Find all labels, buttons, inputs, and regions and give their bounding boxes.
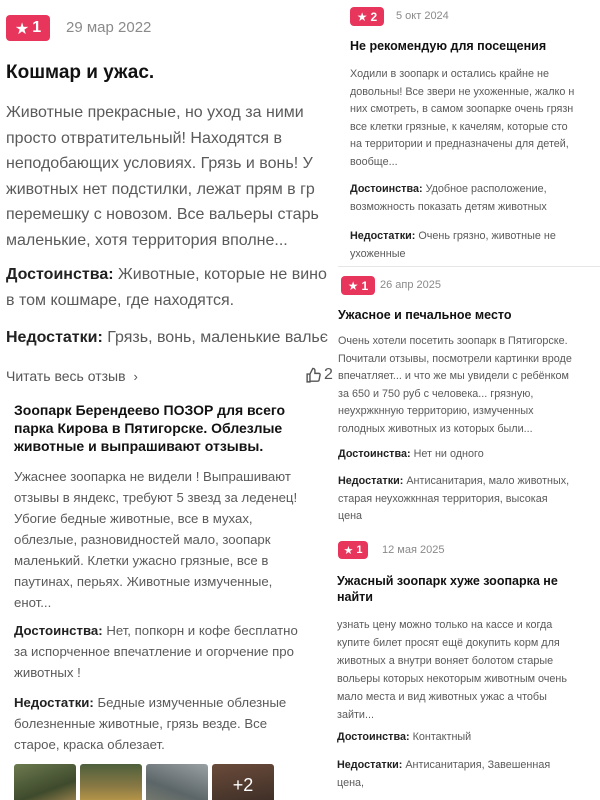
review-photo[interactable] <box>14 764 76 800</box>
more-photos-button[interactable]: +2 <box>212 764 274 800</box>
divider <box>338 266 600 267</box>
review-date: 5 окт 2024 <box>396 10 449 22</box>
review-title: Ужасное и печальное место <box>338 308 512 322</box>
review-card-2 <box>0 398 330 800</box>
review-photo[interactable] <box>146 764 208 800</box>
chevron-right-icon: › <box>133 368 138 384</box>
review-title: Зоопарк Берендеево ПОЗОР для всего парка Кирова в Пятигорске. Облезлые животные и выпрашивают отзывы. <box>14 402 286 454</box>
review-card-5 <box>330 530 600 800</box>
review-cons: Недостатки: Антисанитария, мало животных, старая неухожкнная территория, высокая цена <box>338 475 570 522</box>
review-title: Кошмар и ужас. <box>6 62 155 83</box>
review-pros: Достоинства: Нет ни одного <box>338 448 484 460</box>
review-photos <box>14 764 274 800</box>
review-date: 12 мая 2025 <box>382 544 445 556</box>
review-body: Ужаснее зоопарка не видели ! Выпрашивают отзывы в яндекс, требуют 5 звезд за леденец! Убогие бедные животные, все в мухах, облезлые, разновидностей мало, зоопарк маленький. Клетки ужасно грязные, все в паутинах, перьях. Животные измученные, енот... <box>14 469 298 610</box>
review-cons: Недостатки: Антисанитария, Завешенная цена, <box>337 759 551 789</box>
rating-badge: ★ 2 <box>350 7 384 26</box>
review-body: узнать цену можно только на кассе и когда купите билет просят ещё докупить корм для животных а внутри воняет болотом старые вольеры которых некоторым животным очень мало места и вид животных ужас а чтобы зайти... <box>337 619 567 721</box>
review-body: Ходили в зоопарк и остались крайне не довольны! Все звери не ухоженные, жалко н них смотреть, в самом зоопарке очень грязн все клетки грязные, к качелям, которые сто на территории и предназначены для детей, вообще... <box>350 68 575 168</box>
rating-badge: ★ 1 <box>6 15 50 41</box>
review-cons: Недостатки: Очень грязно, животные не ухоженные <box>350 230 556 260</box>
review-photo[interactable] <box>80 764 142 800</box>
review-body: Животные прекрасные, но уход за ними просто отвратительный! Находятся в неподобающих условиях. Грязь и вонь! У животных нет подстилки, лежат прям в гр перемешку с новозом. Все вальеры старь маленькие, хотя территория вполне... <box>6 104 319 249</box>
review-title: Не рекомендую для посещения <box>350 39 547 53</box>
thumbs-up-icon <box>305 367 322 384</box>
star-icon: ★ <box>14 18 30 38</box>
like-button[interactable]: 2 <box>305 366 333 384</box>
review-pros: Достоинства: Удобное расположение, возможность показать детям животных <box>350 183 547 213</box>
read-more-link[interactable]: Читать весь отзыв › <box>6 368 138 384</box>
rating-badge: ★ 1 <box>341 276 375 295</box>
review-pros: Достоинства: Животные, которые не вино в том кошмаре, где находятся. <box>6 266 327 309</box>
review-date: 29 мар 2022 <box>66 19 152 36</box>
review-title: Ужасный зоопарк хуже зоопарка не найти <box>337 574 558 604</box>
review-body: Очень хотели посетить зоопарк в Пятигорске. Почитали отзывы, посмотрели картинки вроде впечатляет... и что же мы увидели с ребёнком за 650 и 750 руб с человека... грязную, неухржкнную территорию, измученных голодных животных из которых были... <box>338 335 572 435</box>
review-pros: Достоинства: Контактный <box>337 731 472 743</box>
review-cons: Недостатки: Грязь, вонь, маленькие вальє <box>6 329 328 346</box>
review-card-1 <box>0 0 338 398</box>
review-date: 26 апр 2025 <box>380 279 442 291</box>
review-card-3 <box>338 0 600 268</box>
star-icon: ★ <box>347 278 359 293</box>
review-pros: Достоинства: Нет, попкорн и кофе бесплатно за испорченное впечатление и огорчение про животных ! <box>14 623 298 680</box>
review-cons: Недостатки: Бедные измученные облезные болезненные животные, грязь везде. Все старое, краска облезает. <box>14 695 287 752</box>
star-icon: ★ <box>356 9 368 24</box>
star-icon: ★ <box>343 543 354 557</box>
review-card-4 <box>338 268 600 530</box>
rating-badge: ★ 1 <box>338 541 368 559</box>
